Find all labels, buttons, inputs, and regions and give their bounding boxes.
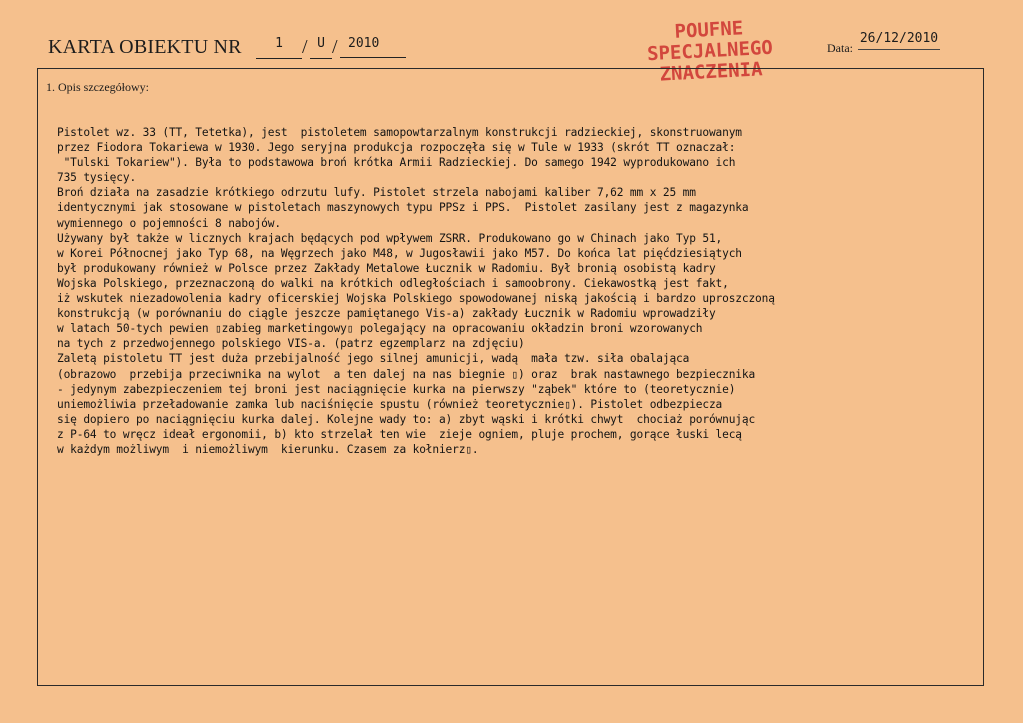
description-line: przez Fiodora Tokariewa w 1930. Jego seryjna produkcja rozpoczęła się w Tule w 1933 (skrót TT oznaczał: [57,141,736,155]
description-line: iż wskutek niezadowolenia kadry oficerskiej Wojska Polskiego spowodowanej niską jakością i bardzo uproszczoną [57,292,775,306]
description-line: Pistolet wz. 33 (TT, Tetetka), jest pistoletem samopowtarzalnym konstrukcji radzieckiej, skonstruowanym [57,126,742,139]
description-line: identycznymi jak stosowane w pistoletach maszynowych typu PPSz i PPS. Pistolet zasilany jest z magazynka [57,201,749,215]
description-line: w Korei Północnej jako Typ 68, na Węgrzech jako M48, w Jugosławii jako M57. Do końca lat pięćdziesiątych [57,246,742,260]
slash-separator: / [332,36,338,58]
header-title: KARTA OBIEKTU NR [48,36,242,58]
description-line: Wojska Polskiego, przeznaczoną do walki na krótkich odległościach i samoobrony. Ciekawostką jest fakt, [57,276,729,290]
date-label: Data: [827,41,853,55]
stamp-line: SPECJALNEGO [646,36,774,66]
description-line: (obrazowo przebija przeciwnika na wylot a ten dalej na nas biegnie ▯) oraz brak nastawnego bezpiecznika [57,367,756,381]
card-box [37,68,984,686]
description-line: Zaletą pistoletu TT jest duża przebijalność jego silnej amunicji, wadą mała tzw. siła obalająca [57,352,690,366]
description-line: z P-64 to wręcz ideał ergonomii, b) kto strzelał ten wie zieje ogniem, pluje prochem, gorące łuski lecą [57,427,742,441]
description-line: - jedynym zabezpieczeniem tej broni jest naciągnięcie kurka na pierwszy "ząbek" które to (teoretycznie) [57,382,736,396]
description-line: w każdym możliwym i niemożliwym kierunku. Czasem za kołnierz▯. [57,442,479,456]
description-line: "Tulski Tokariew"). Była to podstawowa broń krótka Armii Radzieckiej. Do samego 1942 wyprodukowano ich [57,156,736,170]
card-number-part2: U [310,36,332,59]
description-line: w latach 50-tych pewien ▯zabieg marketingowy▯ polegający na opracowaniu okładzin broni wzorowanych [57,322,703,336]
card-number-part3: 2010 [340,36,406,58]
stamp-line: ZNACZENIA [659,58,764,86]
slash-separator: / [302,36,308,58]
section-label: 1. Opis szczegółowy: [46,80,149,94]
description-line: 735 tysięcy. [57,171,137,185]
description-line: uniemożliwia przeładowanie zamka lub naciśnięcie spustu (również teoretycznie▯). Pistolet odbezpiecza [57,397,723,411]
description-text [57,125,982,457]
description-line: Broń działa na zasadzie krótkiego odrzutu lufy. Pistolet strzela nabojami kaliber 7,62 mm x 25 mm [57,186,696,200]
description-line: Używany był także w licznych krajach będących pod wpływem ZSRR. Produkowano go w Chinach jako Typ 51, [57,231,723,245]
description-line: się dopiero po naciągnięciu kurka dalej. Kolejne wady to: a) zbyt wąski i krótki chwyt chociaż porównując [57,412,756,426]
stamp-line: POUFNE [674,17,744,43]
date-value: 26/12/2010 [858,31,940,50]
description-line: konstrukcją (w porównaniu do ciągle jeszcze pamiętanego Vis-a) zakłady Łucznik w Radomiu wprowadziły [57,307,716,321]
card-number-part1: 1 [256,36,302,59]
description-line: wymiennego o pojemności 8 nabojów. [57,216,281,230]
description-line: na tych z przedwojennego polskiego VIS-a. (patrz egzemplarz na zdjęciu) [57,337,525,351]
description-line: był produkowany również w Polsce przez Zakłady Metalowe Łucznik w Radomiu. Był bronią osobistą kadry [57,261,716,275]
